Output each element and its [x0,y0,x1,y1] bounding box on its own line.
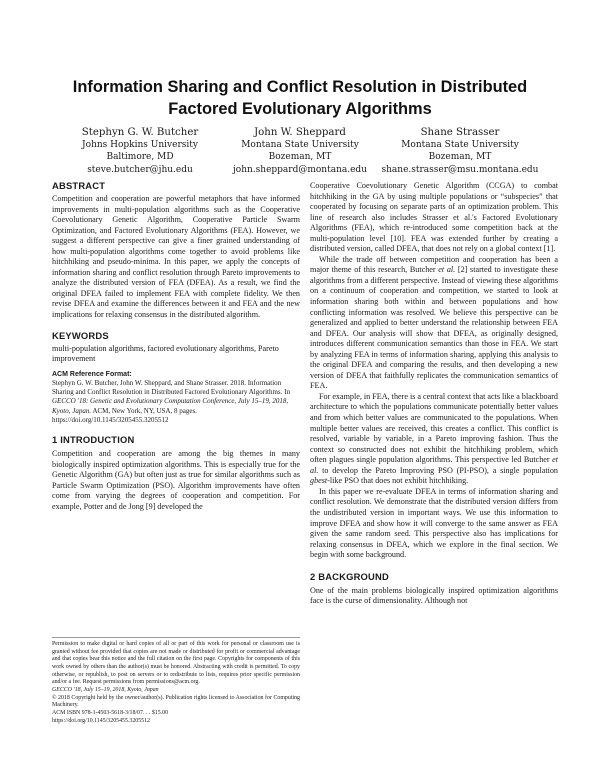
permission-footnote [52,637,300,725]
author-affiliation: Montana State University [401,140,519,150]
author-2 [210,126,390,176]
author-email: steve.butcher@jhu.edu [87,164,193,175]
author-3 [370,126,550,176]
author-email: shane.strasser@msu.montana.edu [381,164,539,175]
right-paragraph-4: In this paper we re-evaluate DFEA in terms of information sharing and conflict resolution. We demonstrate that the distributed version differs from the undistributed version in important ways. We use this information to improve DFEA and show how it will converge to the same answer as FEA given the same random seed. This perspective also has implications for relaxing consensus in DFEA, which we explore in the final section. We begin with some background. [310,486,558,560]
abstract-text: Competition and cooperation are powerful metaphors that have informed improvements in multi-population algorithms such as the Cooperative Coevolutionary Genetic Algorithm, Cooperative Particle Swarm Optimization, and Factored Evolutionary Algorithms (FEA). However, we suggest a different perspective can give a finer grained understanding of how multi-population algorithms come together to avoid problems like hitchhiking and pseudo-minima. In this paper, we apply the concepts of information sharing and conflict resolution through Pareto improvements to analyze the distributed version of FEA (DFEA). As a result, we find the original DFEA failed to implement FEA with complete fidelity. We then revise DFEA and examine the differences between it and FEA and the new implications for relaxing consensus in the distributed algorithm. [52,194,300,320]
text-part: -like PSO that does not exhibit hitchhiking. [327,476,469,486]
author-location: Bozeman, MT [428,152,492,163]
acm-reference [52,370,300,425]
text-part: et al. [438,265,456,275]
author-email: john.sheppard@montana.edu [233,164,367,175]
acm-reference-part: ACM, New York, NY, USA, 8 pages. https://doi.org/10.1145/3205455.3205512 [52,406,197,424]
author-name: Stephyn G. W. Butcher [81,127,199,138]
author-name: Shane Strasser [420,127,500,138]
permission-text: Permission to make digital or hard copies of all or part of this work for personal or classroom use is granted without fee provided that copies are not made or distributed for profit or commercial advantage and that copies bear this notice and the full citation on the first page. Copyrights for components of this work owned by others than the author(s) must be honored. Abstracting with credit is permitted. To copy otherwise, or republish, to post on servers or to redistribute to lists, requires prior specific permission and/or a fee. Request permissions from permissions@acm.org. [52,641,300,686]
right-column [310,181,558,607]
intro-text: Competition and cooperation are among the big themes in many biologically inspired optimization algorithms. This is especially true for the Genetic Algorithm (GA) but often just as true for similar algorithms such as Particle Swarm Optimization (PSO). Algorithm improvements have often come from varying the degrees of cooperation and competition. For example, Potter and de Jong [9] developed the [52,449,300,511]
author-location: Bozeman, MT [268,152,332,163]
paper-title [40,76,560,120]
acm-reference-text [52,379,300,425]
author-block [40,126,560,178]
text-part: [2] started to investigate these algorithms from a different perspective. Instead of viewing these algorithms on a continuum of cooperation and competition, we started to look at information sharing both within and between populations and how conflicting information was resolved. We believe this perspective can be generalized and applied to better understand the relationship between FEA and DFEA. Our analysis will show that DFEA, as originally designed, introduces different communication semantics than those in FEA. We start by analyzing FEA in terms of information sharing, applying this analysis to the original DFEA and comparing the results, and then developing a new version of DFEA that faithfully replicates the communication semantics of FEA. [310,265,559,391]
right-paragraph-3 [310,392,558,487]
copyright-line: © 2018 Copyright held by the owner/author(s). Publication rights licensed to Association for Computing Machinery. [52,694,300,709]
text-part: et al. [310,455,558,475]
abstract-heading: ABSTRACT [52,180,106,191]
title-line-2: Factored Evolutionary Algorithms [168,100,432,118]
background-heading: 2 BACKGROUND [310,570,389,582]
author-name: John W. Sheppard [254,127,346,138]
text-part: to develop the Pareto Improving PSO (PI-PSO), a single population [318,465,558,475]
author-affiliation: Johns Hopkins University [82,140,198,150]
text-part: While the trade off between competition and cooperation has been a major theme of this research, Butcher [310,254,558,275]
author-affiliation: Montana State University [241,140,359,150]
background-text: One of the main problems biologically inspired optimization algorithms face is the curse of dimensionality. Although not [310,585,558,606]
keywords-heading: KEYWORDS [52,329,109,341]
acm-reference-part: Stephyn G. W. Butcher, John W. Sheppard, and Shane Strasser. 2018. Information Sharing and Conflict Resolution in Distributed Factored Evolutionary Algorithms. In [52,378,290,396]
acm-reference-heading: ACM Reference Format: [52,370,132,378]
conference-line: GECCO '18, July 15–19, 2018, Kyoto, Japan [52,686,159,693]
text-part: gbest [310,476,328,486]
acm-reference-venue: GECCO '18: Genetic and Evolutionary Computation Conference, July 15–19, 2018, Kyoto, Japan. [52,397,289,415]
isbn-line: ACM ISBN 978-1-4503-5618-3/18/07. . . $15.00 [52,709,169,716]
left-column [52,180,300,512]
author-location: Baltimore, MD [106,152,174,163]
right-paragraph-1: Cooperative Coevolutionary Genetic Algorithm (CCGA) to combat hitchhiking in the GA by using multiple populations or “subspecies” that cooperated by focusing on separate parts of an optimization problem. This line of research also includes Strasser et al.'s Factored Evolutionary Algorithms (FEA), which re-introduced some competition back at the multi-population level [10]. FEA was extended further by creating a distributed version, called DFEA, that does not rely on a global context [1]. [310,181,558,254]
intro-heading: 1 INTRODUCTION [52,434,135,446]
keywords-text: multi-population algorithms, factored evolutionary algorithms, Pareto improvement [52,343,279,364]
right-paragraph-2 [310,255,558,392]
doi-line: https://doi.org/10.1145/3205455.3205512 [52,717,151,724]
author-1 [50,126,230,176]
title-line-1: Information Sharing and Conflict Resolution in Distributed [72,78,528,96]
text-part: For example, in FEA, there is a central context that acts like a blackboard architecture to which the populations communicate potentially better values and from which better values are communicated to the populations. When multiple better values are received, this creates a conflict. This conflict is resolved, variable by variable, in a Pareto improving fashion. Thus the context so constructed does not exhibit the hitchhiking problem, which often plagues single population algorithms. This perspective led Butcher [310,391,558,465]
